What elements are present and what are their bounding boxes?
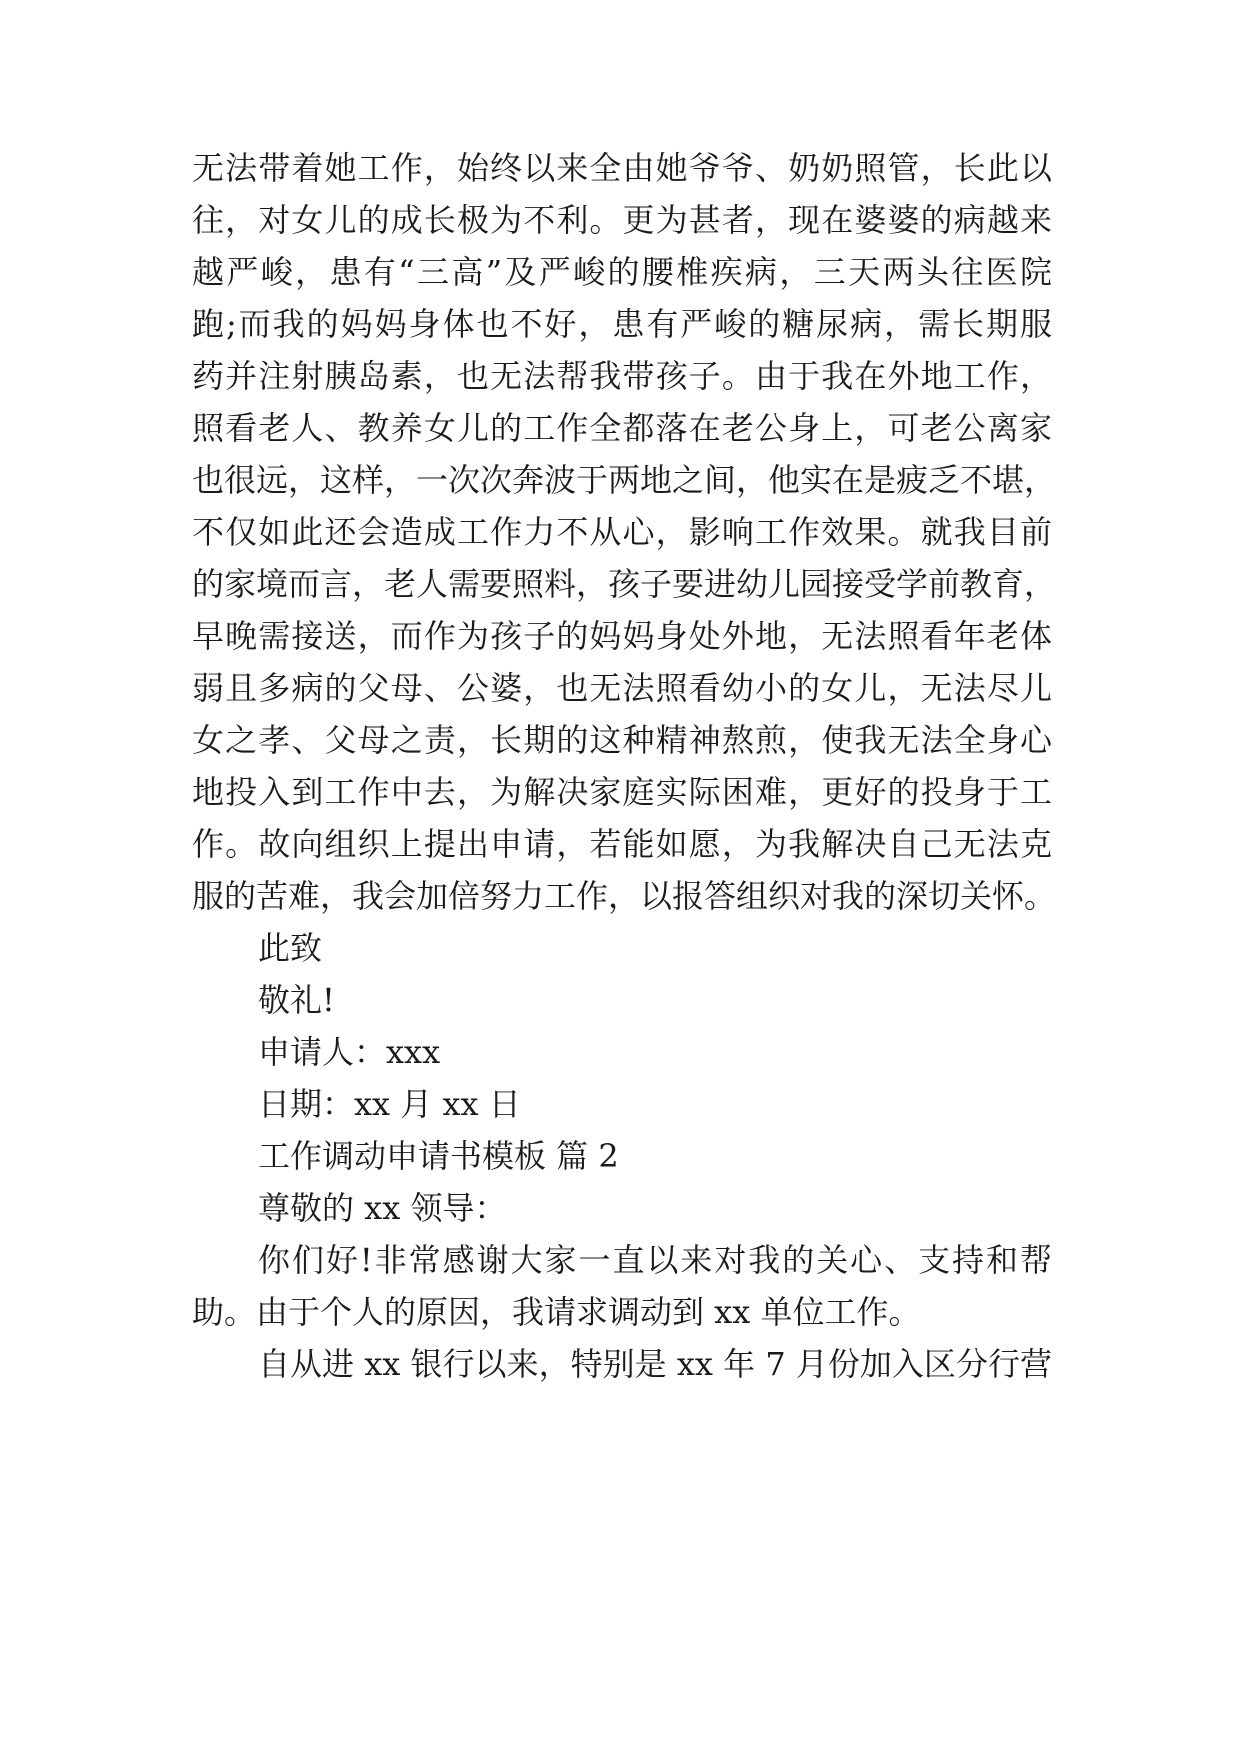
body-line-11: 弱且多病的父母、公婆，也无法照看幼小的女儿，无法尽儿: [192, 669, 1052, 707]
body-line-8: 不仅如此还会造成工作力不从心，影响工作效果。就我目前: [192, 513, 1052, 551]
closing-phrase: 此致: [258, 929, 323, 967]
salute-phrase: 敬礼!: [258, 981, 335, 1019]
paragraph-2-line-2: 助。由于个人的原因，我请求调动到 xx 单位工作。: [192, 1293, 921, 1331]
section-title: 工作调动申请书模板 篇 2: [258, 1137, 619, 1175]
body-line-13: 地投入到工作中去，为解决家庭实际困难，更好的投身于工: [192, 773, 1052, 811]
paragraph-2-line-1: 你们好!非常感谢大家一直以来对我的关心、支持和帮: [258, 1241, 1052, 1279]
body-line-3: 越严峻，患有“三高”及严峻的腰椎疾病，三天两头往医院: [192, 253, 1052, 291]
body-line-6: 照看老人、教养女儿的工作全都落在老公身上，可老公离家: [192, 409, 1052, 447]
body-line-2: 往，对女儿的成长极为不利。更为甚者，现在婆婆的病越来: [192, 201, 1052, 239]
body-line-10: 早晚需接送，而作为孩子的妈妈身处外地，无法照看年老体: [192, 617, 1052, 655]
body-line-14: 作。故向组织上提出申请，若能如愿，为我解决自己无法克: [192, 825, 1052, 863]
body-line-9: 的家境而言，老人需要照料，孩子要进幼儿园接受学前教育，: [192, 565, 1057, 603]
body-line-4: 跑;而我的妈妈身体也不好，患有严峻的糖尿病，需长期服: [192, 305, 1052, 343]
date-line: 日期：xx 月 xx 日: [258, 1085, 521, 1123]
body-line-12: 女之孝、父母之责，长期的这种精神熬煎，使我无法全身心: [192, 721, 1052, 759]
body-line-1: 无法带着她工作，始终以来全由她爷爷、奶奶照管，长此以: [192, 149, 1052, 187]
paragraph-3-line-1: 自从进 xx 银行以来，特别是 xx 年 7 月份加入区分行营: [258, 1345, 1052, 1383]
body-line-7: 也很远，这样，一次次奔波于两地之间，他实在是疲乏不堪，: [192, 461, 1057, 499]
applicant-line: 申请人：xxx: [258, 1033, 441, 1071]
body-line-5: 药并注射胰岛素，也无法帮我带孩子。由于我在外地工作，: [192, 357, 1052, 395]
body-line-15: 服的苦难，我会加倍努力工作，以报答组织对我的深切关怀。: [192, 877, 1057, 915]
greeting-line: 尊敬的 xx 领导：: [258, 1189, 507, 1227]
